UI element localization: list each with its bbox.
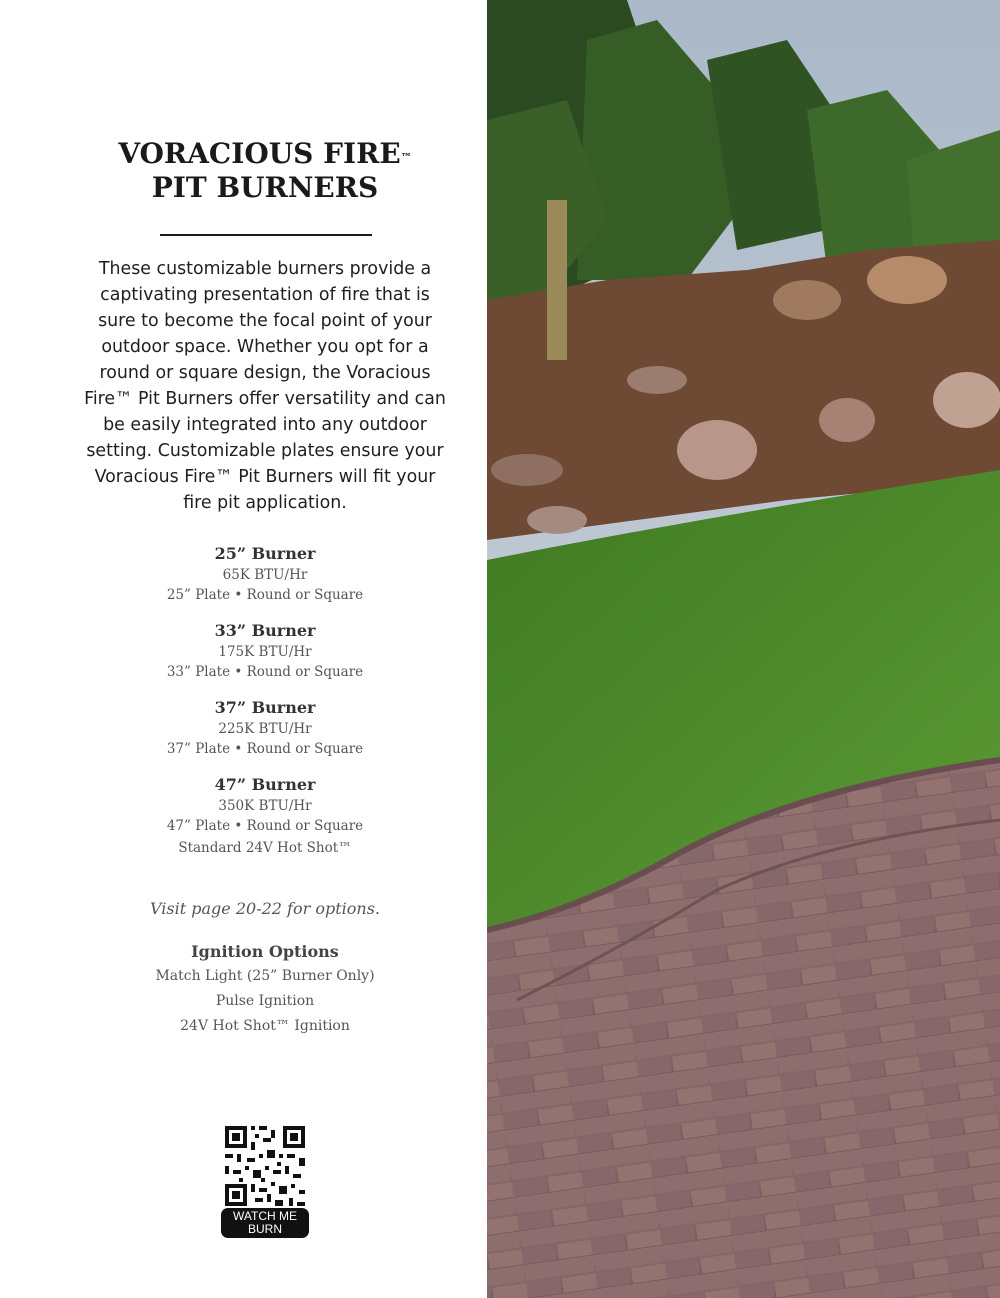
burner-btu: 225K BTU/Hr (218, 721, 312, 737)
burner-btu: 350K BTU/Hr (218, 798, 312, 814)
watch-label-line-2: BURN (247, 1222, 282, 1236)
burner-25 (90, 543, 440, 605)
title-line-1: VORACIOUS FIRE (118, 137, 401, 170)
burner-plate: 37” Plate • Round or Square (166, 741, 364, 757)
burner-plate: 33” Plate • Round or Square (166, 664, 364, 680)
page-title (40, 137, 490, 205)
ignition-options (90, 940, 440, 1039)
text-panel (0, 0, 487, 1298)
ignition-item: Match Light (25” Burner Only) (155, 968, 375, 984)
burner-btu: 65K BTU/Hr (222, 567, 308, 583)
burner-33 (90, 620, 440, 682)
burner-plate: 25” Plate • Round or Square (166, 587, 364, 603)
ignition-title: Ignition Options (191, 942, 339, 961)
burner-btu: 175K BTU/Hr (218, 644, 312, 660)
qr-code-icon (220, 1123, 310, 1209)
burner-title: 47” Burner (214, 775, 316, 794)
visit-options-note: Visit page 20-22 for options. (150, 899, 380, 918)
ignition-item: Pulse Ignition (215, 993, 315, 1009)
title-line-2: PIT BURNERS (151, 171, 379, 204)
intro-paragraph: These customizable burners provide a captivating presentation of fire that is sure to become the focal point of your outdoor space. Whether you opt for a round or square design, the Voracious Fire™ Pit Burners offer versatility and can be easily integrated into any outdoor setting. Customizable plates ensure your Voracious Fire™ Pit Burners will fit your fire pit application. (84, 259, 446, 513)
burner-37 (90, 697, 440, 759)
burner-title: 37” Burner (214, 698, 316, 717)
watch-me-burn-label[interactable] (221, 1208, 309, 1238)
landscape-photo (487, 0, 1000, 1298)
burner-title: 33” Burner (214, 621, 316, 640)
trademark-mark: ™ (400, 151, 412, 164)
landscape-photo-illustration (487, 0, 1000, 1298)
burner-47 (90, 774, 440, 861)
burner-title: 25” Burner (214, 544, 316, 563)
ignition-item: 24V Hot Shot™ Ignition (180, 1018, 350, 1034)
burner-specs (90, 543, 440, 876)
title-divider (160, 234, 372, 236)
qr-code[interactable] (220, 1123, 310, 1209)
burner-plate: 47” Plate • Round or Square (166, 818, 364, 834)
watch-label-line-1: WATCH ME (233, 1209, 297, 1223)
standard-ignition-note: Standard 24V Hot Shot™ (178, 840, 352, 856)
